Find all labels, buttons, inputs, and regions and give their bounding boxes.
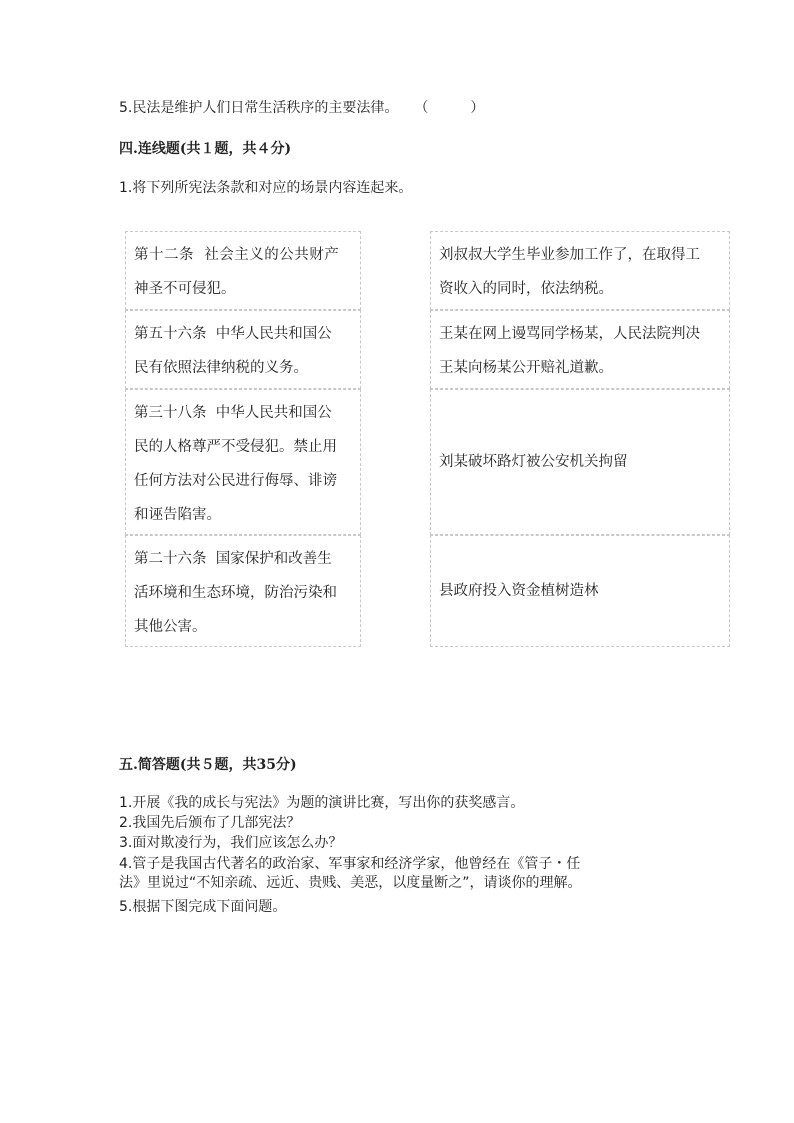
short-answer-question: 5.根据下图完成下面问题。: [119, 899, 287, 915]
scene-cell[interactable]: 刘叔叔大学生毕业参加工作了，在取得工 资收入的同时，依法纳税。: [430, 231, 730, 310]
left-column-clauses: [125, 231, 361, 647]
clause-text-rest: 神圣不可侵犯。: [134, 281, 236, 297]
answer-blank[interactable]: （ ）: [414, 100, 485, 116]
matching-question: 1.将下列所宪法条款和对应的场景内容连起来。: [119, 180, 413, 196]
clause-cell[interactable]: 第三十八条 中华人民共和国公 民的人格尊严不受侵犯。禁止用 任何方法对公民进行侮辱、诽谤 和诬告陷害。: [125, 389, 361, 535]
section-heading-short-answer: 五.简答题(共５题，共35分): [119, 757, 297, 773]
right-column-scenes: [430, 231, 730, 647]
judgement-item-5: [119, 97, 484, 117]
scene-cell[interactable]: 县政府投入资金植树造林: [430, 535, 730, 647]
scene-cell[interactable]: 刘某破坏路灯被公安机关拘留: [430, 389, 730, 535]
short-answer-question: 3.面对欺凌行为，我们应该怎么办？: [119, 835, 343, 851]
scene-cell[interactable]: 王某在网上谩骂同学杨某，人民法院判决 王某向杨某公开赔礼道歉。: [430, 310, 730, 389]
short-answer-question: 1.开展《我的成长与宪法》为题的演讲比赛，写出你的获奖感言。: [119, 795, 525, 811]
clause-cell[interactable]: 第二十六条 国家保护和改善生 活环境和生态环境，防治污染和 其他公害。: [125, 535, 361, 647]
clause-cell[interactable]: 第五十六条 中华人民共和国公 民有依照法律纳税的义务。: [125, 310, 361, 389]
short-answer-question: 4.管子是我国古代著名的政治家、军事家和经济学家，他曾经在《管子・任 法》里说过“不知亲疏、远近、贵贱、美恶，以度量断之”，请谈你的理解。: [119, 856, 582, 891]
short-answer-question: 2.我国先后颁布了几部宪法？: [119, 815, 301, 831]
section-heading-matching: 四.连线题(共１题，共４分): [119, 141, 292, 157]
clause-cell[interactable]: 第十二条 社会主义的公共财产 神圣不可侵犯。: [125, 231, 361, 310]
judgement-item-text: 5.民法是维护人们日常生活秩序的主要法律。: [119, 100, 399, 116]
